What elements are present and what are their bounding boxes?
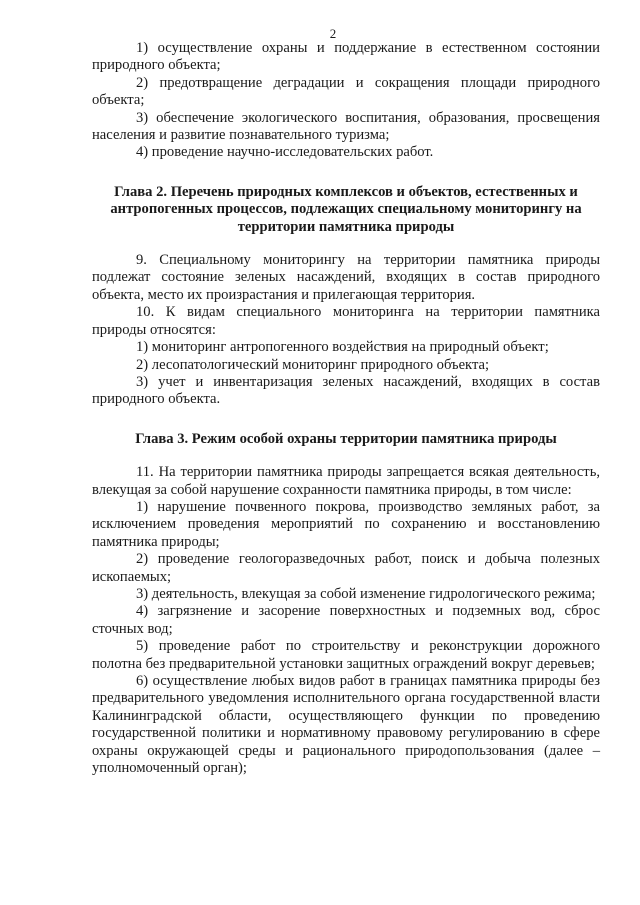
chapter-2 xyxy=(92,184,600,409)
chapter-2-paragraph: 9. Специальному мониторингу на территории памятника природы подлежат состояние зеленых насаждений, входящих в состав природного объекта, место их произрастания и прилегающая территория. xyxy=(92,252,600,303)
chapter-3-paragraph: 6) осуществление любых видов работ в границах памятника природы без предварительного уведомления исполнительного органа государственной власти Калининградской области, осуществляющего функции по проведению государственной политики и нормативному правовому регулированию в сфере охраны окружающей среды и рационального природопользования (далее – уполномоченный орган); xyxy=(92,673,600,777)
intro-item: 3) обеспечение экологического воспитания, образования, просвещения населения и развитие познавательного туризма; xyxy=(92,109,600,144)
chapter-3-paragraph: 5) проведение работ по строительству и реконструкции дорожного полотна без предварительной установки защитных ограждений вокруг деревьев; xyxy=(92,638,600,672)
chapter-3-paragraph: 3) деятельность, влекущая за собой изменение гидрологического режима; xyxy=(136,585,596,602)
chapter-3-paragraph: 11. На территории памятника природы запрещается всякая деятельность, влекущая за собой нарушение сохранности памятника природы, в том числе: xyxy=(92,464,600,498)
chapter-2-title: Глава 2. Перечень природных комплексов и объектов, естественных и антропогенных процессов, подлежащих специальному мониторингу на территории памятника природы xyxy=(110,183,582,235)
chapter-2-paragraph: 2) лесопатологический мониторинг природного объекта; xyxy=(136,356,490,373)
chapter-3-paragraph: 4) загрязнение и засорение поверхностных и подземных вод, сброс сточных вод; xyxy=(92,603,600,637)
intro-item: 4) проведение научно-исследовательских работ. xyxy=(136,144,434,161)
intro-item: 2) предотвращение деградации и сокращения площади природного объекта; xyxy=(92,74,600,109)
intro-item: 1) осуществление охраны и поддержание в естественном состоянии природного объекта; xyxy=(92,40,600,74)
chapter-3 xyxy=(92,431,600,778)
chapter-2-paragraph: 10. К видам специального мониторинга на территории памятника природы относятся: xyxy=(92,304,600,338)
chapter-2-paragraph: 1) мониторинг антропогенного воздействия на природный объект; xyxy=(136,339,549,356)
intro-list xyxy=(92,40,600,162)
page-number: 2 xyxy=(329,26,337,41)
chapter-3-title: Глава 3. Режим особой охраны территории памятника природы xyxy=(135,430,557,447)
chapter-3-paragraph: 2) проведение геологоразведочных работ, поиск и добыча полезных ископаемых; xyxy=(92,551,600,585)
chapter-3-paragraph: 1) нарушение почвенного покрова, производство земляных работ, за исключением проведения мероприятий по сохранению и восстановлению памятника природы; xyxy=(92,498,600,550)
chapter-2-paragraph: 3) учет и инвентаризация зеленых насаждений, входящих в состав природного объекта. xyxy=(92,373,600,408)
